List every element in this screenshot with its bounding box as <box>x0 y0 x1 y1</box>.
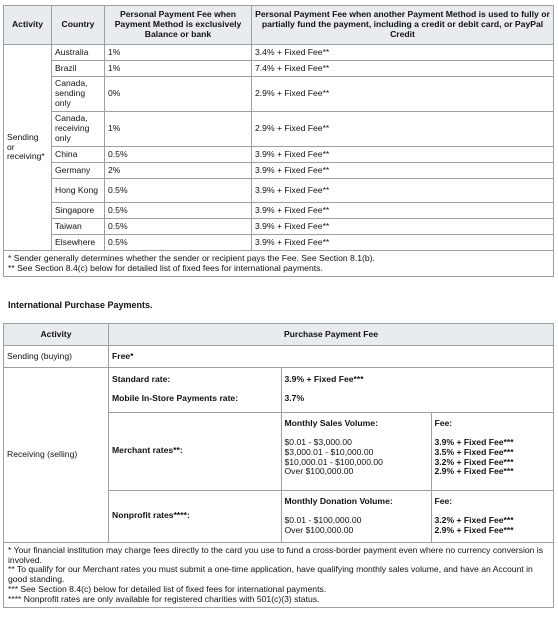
header-other-fee: Personal Payment Fee when another Payment Method is used to fully or partially fund the payment, including a credit or debit card, or PayPal Credit <box>252 6 554 45</box>
table-row <box>4 147 554 163</box>
personal-cell: 0.5% <box>105 219 252 235</box>
merchant-volume-tier: Over $100,000.00 <box>284 466 354 477</box>
merchant-volume-tier: $10,000.01 - $100,000.00 <box>284 456 383 467</box>
merchant-fee-header: Fee: <box>434 417 453 428</box>
international-personal-fees-table <box>3 5 554 277</box>
note-line: * Sender generally determines whether the sender or recipient pays the Fee. See Section 8.1(b). <box>8 253 375 263</box>
other-cell: 3.9% + Fixed Fee** <box>252 203 554 219</box>
table-row <box>4 179 554 203</box>
merchant-volume-tier: $3,000.01 - $10,000.00 <box>284 446 374 457</box>
country-cell: Canada, sending only <box>52 77 105 112</box>
activity-cell: Sending or receiving* <box>4 45 52 251</box>
nonprofit-fee-col <box>431 490 554 542</box>
merchant-volume-col <box>281 412 431 490</box>
nonprofit-fee-tier: 3.2% + Fixed Fee*** <box>434 515 514 526</box>
other-cell: 3.9% + Fixed Fee** <box>252 179 554 203</box>
merchant-fee-col <box>431 412 554 490</box>
personal-cell: 2% <box>105 163 252 179</box>
table-row <box>4 163 554 179</box>
country-cell: Brazil <box>52 61 105 77</box>
table-row <box>4 112 554 147</box>
personal-cell: 0.5% <box>105 179 252 203</box>
nonprofit-rates-label: Nonprofit rates****: <box>109 490 281 542</box>
country-cell: Elsewhere <box>52 235 105 251</box>
table-row <box>4 61 554 77</box>
personal-cell: 0% <box>105 77 252 112</box>
note-line: ** To qualify for our Merchant rates you must submit a one-time application, have qualifying monthly sales volume, and have an Account in good standing. <box>8 564 533 585</box>
table-row <box>4 45 554 61</box>
personal-cell: 0.5% <box>105 203 252 219</box>
country-cell: Hong Kong <box>52 179 105 203</box>
note-line: *** See Section 8.4(c) below for detailed list of fixed fees for international payments. <box>8 583 327 594</box>
merchant-volume-tier: $0.01 - $3,000.00 <box>284 437 352 448</box>
country-cell: Taiwan <box>52 219 105 235</box>
other-cell: 3.9% + Fixed Fee** <box>252 147 554 163</box>
merchant-fee-tier: 3.2% + Fixed Fee*** <box>434 456 514 467</box>
nonprofit-volume-header: Monthly Donation Volume: <box>284 495 393 506</box>
header-activity: Activity <box>4 6 52 45</box>
standard-rate-label: Standard rate: <box>112 374 171 384</box>
note-line: ** See Section 8.4(c) below for detailed list of fixed fees for international payments. <box>8 262 323 273</box>
other-cell: 3.9% + Fixed Fee** <box>252 235 554 251</box>
section-title: International Purchase Payments. <box>8 300 153 310</box>
nonprofit-volume-tier: $0.01 - $100,000.00 <box>284 515 362 526</box>
other-cell: 3.9% + Fixed Fee** <box>252 219 554 235</box>
merchant-fee-tier: 3.9% + Fixed Fee*** <box>434 437 514 448</box>
other-cell: 3.9% + Fixed Fee** <box>252 163 554 179</box>
country-cell: China <box>52 147 105 163</box>
merchant-fee-tier: 3.5% + Fixed Fee*** <box>434 446 514 457</box>
table2-notes <box>4 543 554 608</box>
nonprofit-volume-tier: Over $100,000.00 <box>284 524 354 535</box>
header-activity: Activity <box>4 324 109 346</box>
country-cell: Singapore <box>52 203 105 219</box>
personal-cell: 1% <box>105 45 252 61</box>
standard-rate-fee: 3.9% + Fixed Fee*** <box>281 368 431 390</box>
personal-cell: 1% <box>105 112 252 147</box>
country-cell: Australia <box>52 45 105 61</box>
other-cell: 3.4% + Fixed Fee** <box>252 45 554 61</box>
merchant-volume-header: Monthly Sales Volume: <box>284 417 378 428</box>
merchant-fee-tier: 2.9% + Fixed Fee*** <box>434 466 514 477</box>
header-personal-fee: Personal Payment Fee when Payment Method is exclusively Balance or bank <box>105 6 252 45</box>
table-row <box>4 235 554 251</box>
mobile-rate-fee: 3.7% <box>281 390 431 412</box>
nonprofit-volume-col <box>281 490 431 542</box>
personal-cell: 0.5% <box>105 235 252 251</box>
merchant-rates-label: Merchant rates**: <box>109 412 281 490</box>
international-purchase-fees-table <box>3 323 554 608</box>
sending-label: Sending (buying) <box>4 346 109 368</box>
nonprofit-fee-header: Fee: <box>434 495 453 506</box>
note-line: * Your financial institution may charge fees directly to the card you use to fund a cross-border payment even where no currency conversion is involved. <box>8 545 544 565</box>
other-cell: 7.4% + Fixed Fee** <box>252 61 554 77</box>
header-purchase-fee: Purchase Payment Fee <box>109 324 554 346</box>
table-row <box>4 219 554 235</box>
table-row <box>4 203 554 219</box>
mobile-rate-label: Mobile In-Store Payments rate: <box>112 393 239 403</box>
other-cell: 2.9% + Fixed Fee** <box>252 112 554 147</box>
personal-cell: 0.5% <box>105 147 252 163</box>
table-header-row <box>4 6 554 45</box>
country-cell: Germany <box>52 163 105 179</box>
header-country: Country <box>52 6 105 45</box>
note-line: **** Nonprofit rates are only available for registered charities with 501(c)(3) status. <box>8 593 320 604</box>
nonprofit-fee-tier: 2.9% + Fixed Fee*** <box>434 524 514 535</box>
table-row <box>4 77 554 112</box>
receiving-label: Receiving (selling) <box>4 368 109 543</box>
table1-notes <box>4 251 554 277</box>
personal-cell: 1% <box>105 61 252 77</box>
sending-fee: Free* <box>109 346 554 368</box>
other-cell: 2.9% + Fixed Fee** <box>252 77 554 112</box>
receiving-rates <box>109 368 554 542</box>
country-cell: Canada, receiving only <box>52 112 105 147</box>
